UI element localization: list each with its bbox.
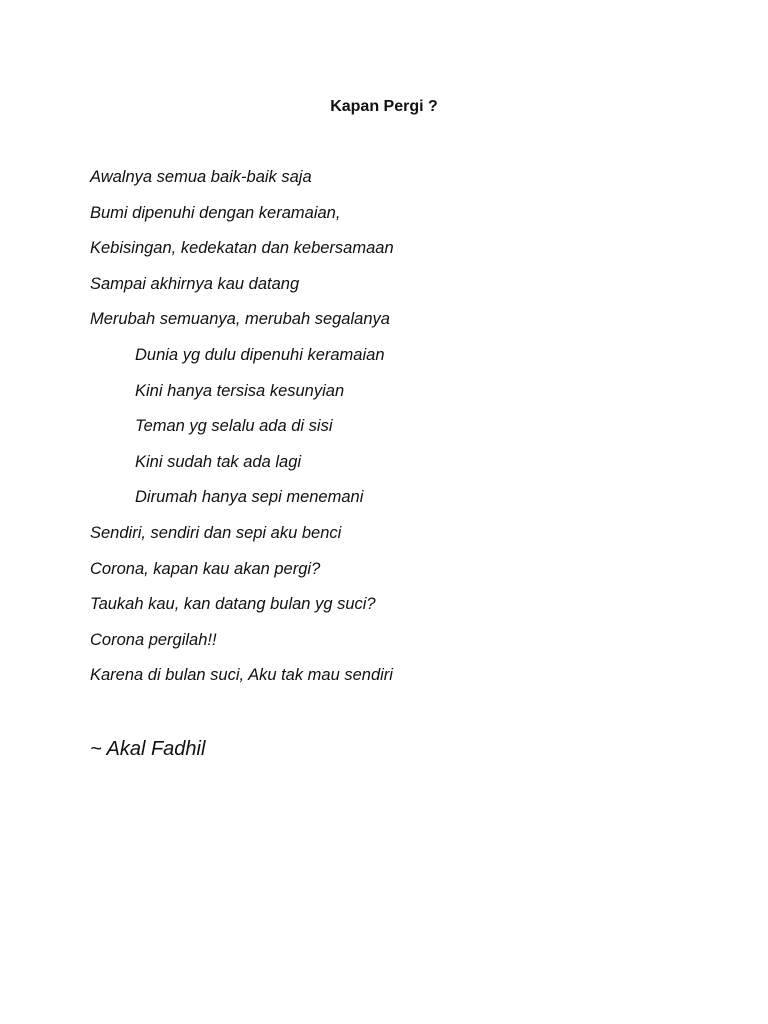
poem-line-indented: Dirumah hanya sepi menemani bbox=[135, 488, 364, 507]
poem-line: Sampai akhirnya kau datang bbox=[90, 274, 300, 293]
poem-line-indented: Dunia yg dulu dipenuhi keramaian bbox=[135, 345, 385, 364]
poem-line: Awalnya semua baik-baik saja bbox=[90, 168, 312, 186]
poem-line: Corona pergilah!! bbox=[90, 630, 217, 649]
poem-line-indented: Kini sudah tak ada lagi bbox=[135, 452, 302, 471]
poem-line-indented: Teman yg selalu ada di sisi bbox=[135, 417, 333, 436]
poem-line: Taukah kau, kan datang bulan yg suci? bbox=[90, 595, 376, 614]
poem-line: Karena di bulan suci, Aku tak mau sendiri bbox=[90, 666, 393, 685]
poem-line-indented: Kini hanya tersisa kesunyian bbox=[135, 381, 345, 400]
poem-line: Merubah semuanya, merubah segalanya bbox=[90, 310, 390, 329]
poem-line: Sendiri, sendiri dan sepi aku benci bbox=[90, 523, 342, 542]
poem-line: Corona, kapan kau akan pergi? bbox=[90, 559, 321, 578]
poem-body bbox=[90, 166, 730, 700]
poem-title: Kapan Pergi ? bbox=[330, 98, 438, 115]
poem-line: Bumi dipenuhi dengan keramaian, bbox=[90, 203, 341, 222]
poem-line: Kebisingan, kedekatan dan kebersamaan bbox=[90, 239, 394, 258]
author-signature: ~ Akal Fadhil bbox=[90, 738, 206, 760]
